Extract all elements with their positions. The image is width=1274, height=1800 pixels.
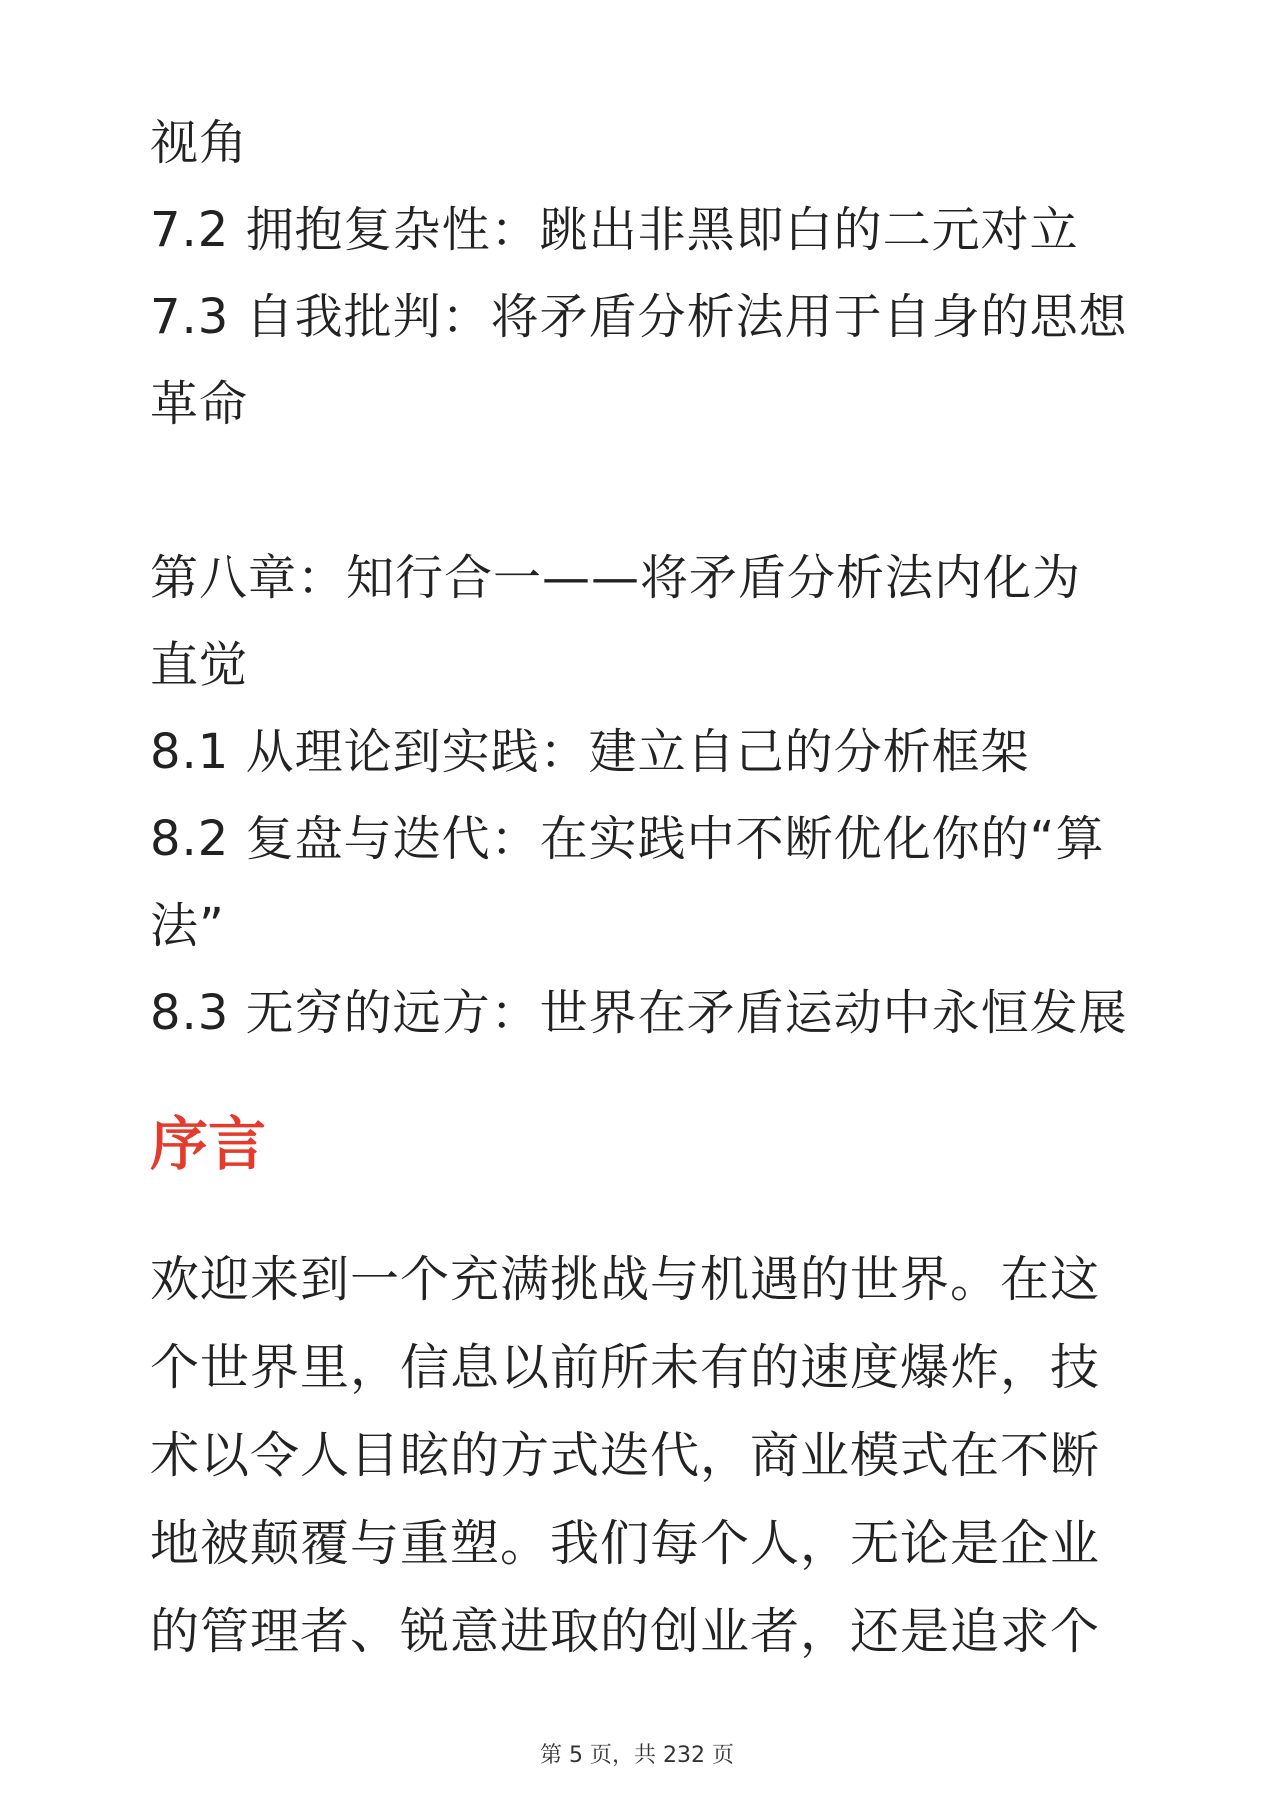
preface-paragraph [150,1236,1140,1676]
paragraph-line: 个世界里，信息以前所未有的速度爆炸，技 [150,1339,1101,1396]
page-number-footer: 第 5 页，共 232 页 [540,1743,734,1768]
toc-line: 7.3 自我批判：将矛盾分析法用于自身的思想 [150,289,1128,345]
paragraph-line: 的管理者、锐意进取的创业者，还是追求个 [150,1603,1101,1660]
toc-line: 8.2 复盘与迭代：在实践中不断优化你的“算 [150,811,1105,867]
page-content [150,100,1140,1676]
toc-section-chapter8 [150,535,1140,1057]
spacer [150,448,1140,535]
toc-line: 革命 [150,376,249,432]
toc-line: 8.1 从理论到实践：建立自己的分析框架 [150,724,1030,780]
toc-line: 7.2 拥抱复杂性：跳出非黑即白的二元对立 [150,202,1079,258]
toc-line: 8.3 无穷的远方：世界在矛盾运动中永恒发展 [150,985,1128,1041]
toc-chapter-title: 第八章：知行合一——将矛盾分析法内化为 [150,550,1082,606]
toc-line: 视角 [150,115,249,171]
toc-chapter-title-cont: 直觉 [150,637,249,693]
paragraph-line: 地被颠覆与重塑。我们每个人，无论是企业 [150,1515,1101,1572]
preface-heading: 序言 [150,1110,267,1178]
toc-section-chapter7 [150,100,1140,448]
toc-line: 法” [150,898,225,954]
paragraph-line: 欢迎来到一个充满挑战与机遇的世界。在这 [150,1251,1101,1308]
paragraph-line: 术以令人目眩的方式迭代，商业模式在不断 [150,1427,1101,1484]
